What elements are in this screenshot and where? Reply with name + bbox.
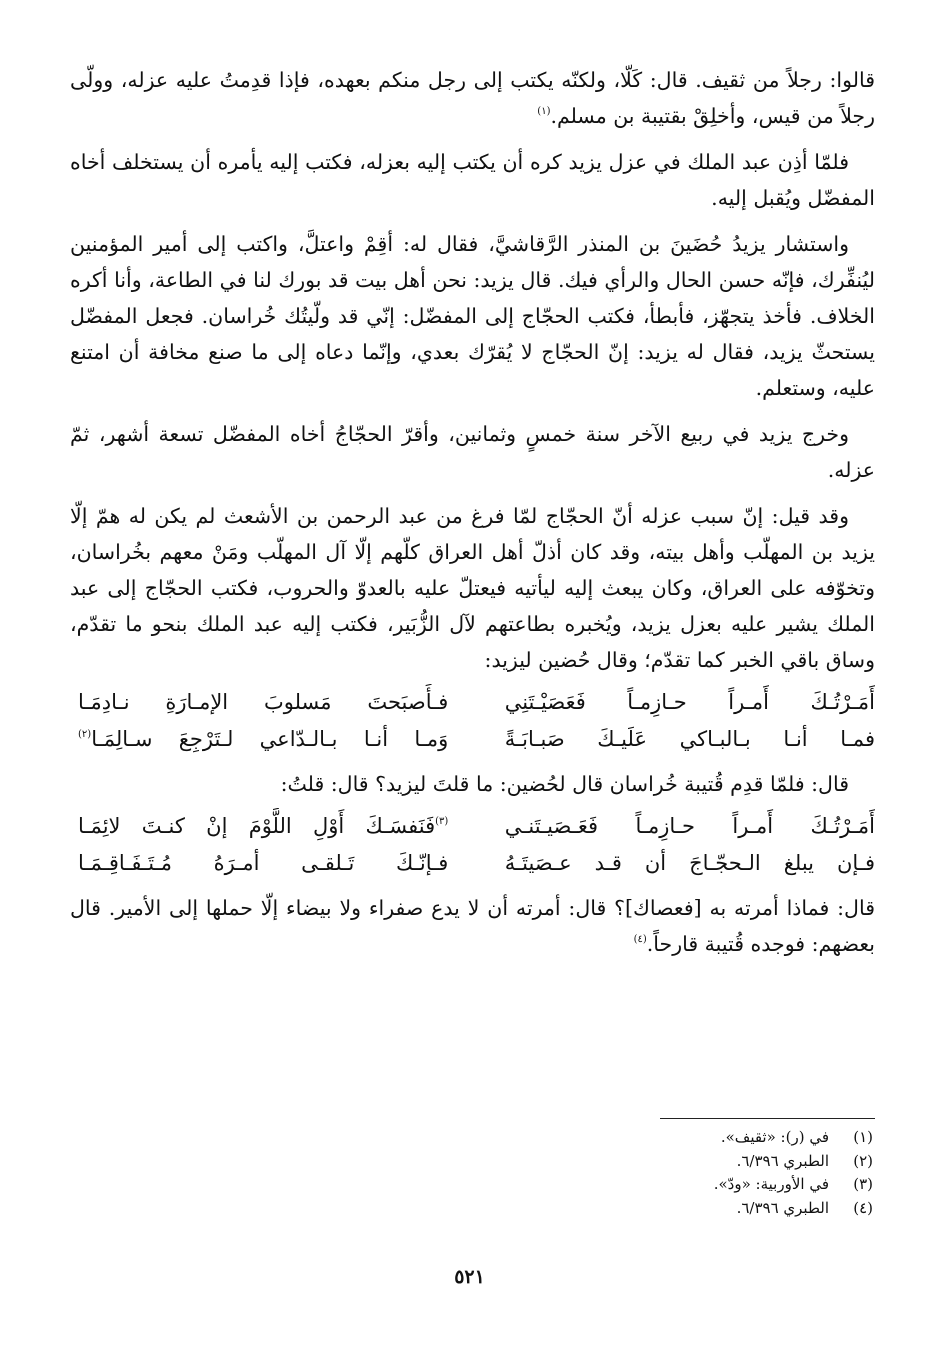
footnote-1 <box>473 1126 873 1150</box>
poem-1-verse-1-second-hemistich: فـأَصبَحتَ مَسلوبَ الإمـارَةِ نـادِمَـا <box>78 690 449 714</box>
footnote-3 <box>473 1173 873 1197</box>
footnote-4-number: (٤) <box>853 1198 873 1217</box>
paragraph-5: وقد قيل: إنّ سبب عزله أنّ الحجّاج لمّا فرغ من عبد الرحمن بن الأشعث لم يكن له همّ إلّا يزيد بن المهلّب وأهل بيته، وقد كان أذلّ أهل العراق كلّهم إلّا آل المهلّب ومَنْ معهم بخُراسان، وتخوّفه على العراق، وكان يبعث إليه ليأتيه فيعتلّ عليه بالعدوّ والحروب، فكتب الحجّاج إلى عبد الملك يشير عليه بعزل يزيد، ويُخبره بطاعتهم لآل الزُّبَير، فكتب إليه عبد الملك بنحو ما تقدّم، وساق باقي الخبر كما تقدّم؛ وقال حُضين ليزيد: <box>70 504 875 672</box>
paragraph-7-text: قال: فماذا أمرته به [فعصاك]؟ قال: أمرته أن لا يدع صفراء ولا بيضاء إلّا حملها إلى الأمير. قال بعضهم: فوجده قُتيبة قارحاً. <box>70 896 875 956</box>
footnote-1-number: (١) <box>853 1128 873 1146</box>
footnote-4 <box>473 1197 873 1221</box>
poem-1-verse-1-first-hemistich: أَمَـرْتُـكَ أَمـراً حـازِمـاً فَعَصَيْـتَنِي <box>504 690 875 714</box>
footnote-divider <box>660 1118 875 1119</box>
poem-1-verse-2-first-hemistich: فمـا أنـا بـالبـاكي عَلَيـكَ صَبـابَـةً <box>504 727 875 751</box>
footnote-3-number: (٣) <box>853 1175 873 1193</box>
poem-2-verse-2-first-hemistich: فـإن يبلغ الـحجّـاجَ أن قـد عـصَيتَـهُ <box>504 851 875 875</box>
footnotes <box>473 1126 873 1220</box>
footnote-mark-4[interactable]: (٤) <box>633 934 647 945</box>
footnote-2 <box>473 1150 873 1174</box>
footnote-1-text: في (ر): «ثقيف». <box>720 1128 829 1146</box>
poem-2-verse-1-first-hemistich: أَمَـرْتُـكَ أَمـراً حـازِمـاً فَعَـصَيـتَنـي <box>504 814 875 838</box>
paragraph-1 <box>70 62 875 134</box>
poem-2-verse-2 <box>70 845 875 882</box>
footnote-4-text: الطبري ٦/٣٩٦. <box>736 1198 829 1217</box>
poem-2-verse-1-second-hemistich-wrap <box>70 808 448 845</box>
poem-2-verse-1 <box>70 808 875 845</box>
paragraph-1-text: قالوا: رجلاً من ثقيف. قال: كَلّا، ولكنّه يكتب إلى رجل منكم بعهده، فإذا قدِمتُ عليه عزله، وولّى رجلاً من قيس، وأخلِقْ بقتيبة بن مسلم. <box>70 68 875 128</box>
footnote-2-text: الطبري ٦/٣٩٦. <box>736 1151 829 1170</box>
footnote-mark-2[interactable]: (٢) <box>78 729 92 740</box>
footnote-mark-3[interactable]: (٣) <box>435 816 449 827</box>
poem-1-verse-2-second-hemistich: وَمـا أنـا بـالـدّاعي لـتَرْجِعَ سـالِمَـا <box>91 727 449 751</box>
poem-1-verse-2-second-hemistich-wrap <box>70 721 448 758</box>
footnote-3-text: في الأوربية: «ودّ». <box>713 1175 829 1193</box>
poem-2-verse-1-second-hemistich: فَنَفسَـكَ أَوْلِ اللَّوْمَ إنْ كنـتَ لائِمَـا <box>78 814 436 838</box>
footnote-2-number: (٢) <box>853 1151 873 1170</box>
paragraph-4: وخرج يزيد في ربيع الآخر سنة خمسٍ وثمانين، وأقرّ الحجّاجُ أخاه المفضّل تسعة أشهر، ثمّ عزله. <box>70 422 875 482</box>
poem-2-verse-2-second-hemistich: فـإنّـكَ تَـلقـى أمـرَهُ مُـتَـفَـاقِـمَـا <box>78 851 449 875</box>
footnote-mark-1[interactable]: (١) <box>537 106 551 117</box>
poem-1 <box>70 684 875 758</box>
paragraph-2: فلمّا أذِن عبد الملك في عزل يزيد كره أن يكتب إليه بعزله، فكتب إليه يأمره أن يستخلف أخاه المفضّل ويُقبل إليه. <box>70 150 875 210</box>
poem-1-verse-2 <box>70 721 875 758</box>
main-text <box>70 62 875 972</box>
paragraph-6: قال: فلمّا قدِم قُتيبة خُراسان قال لحُضين: ما قلتَ ليزيد؟ قال: قلتُ: <box>280 772 849 796</box>
page-number: ٥٢١ <box>454 1266 485 1288</box>
paragraph-7 <box>70 890 875 962</box>
paragraph-3: واستشار يزيدُ حُضَينَ بن المنذر الرَّقاشيَّ، فقال له: أقِمْ واعتلَّ، واكتب إلى أمير المؤمنين ليُنفِّرك، فإنّه حسن الحال والرأي فيك. قال يزيد: نحن أهل بيت قد بورك لنا في الطاعة، وأنا أكره الخلاف. فأخذ يتجهّز، فأبطأ، فكتب الحجّاج إلى المفضّل: إنّي قد ولّيتُك خُراسان. فجعل المفضّل يستحثّ يزيد، فقال له يزيد: إنّ الحجّاج لا يُقرّك بعدي، وإنّما دعاه إلى ما صنع مخافة أن امتنع عليه، وستعلم. <box>70 232 875 400</box>
poem-1-verse-1 <box>70 684 875 721</box>
poem-2 <box>70 808 875 882</box>
